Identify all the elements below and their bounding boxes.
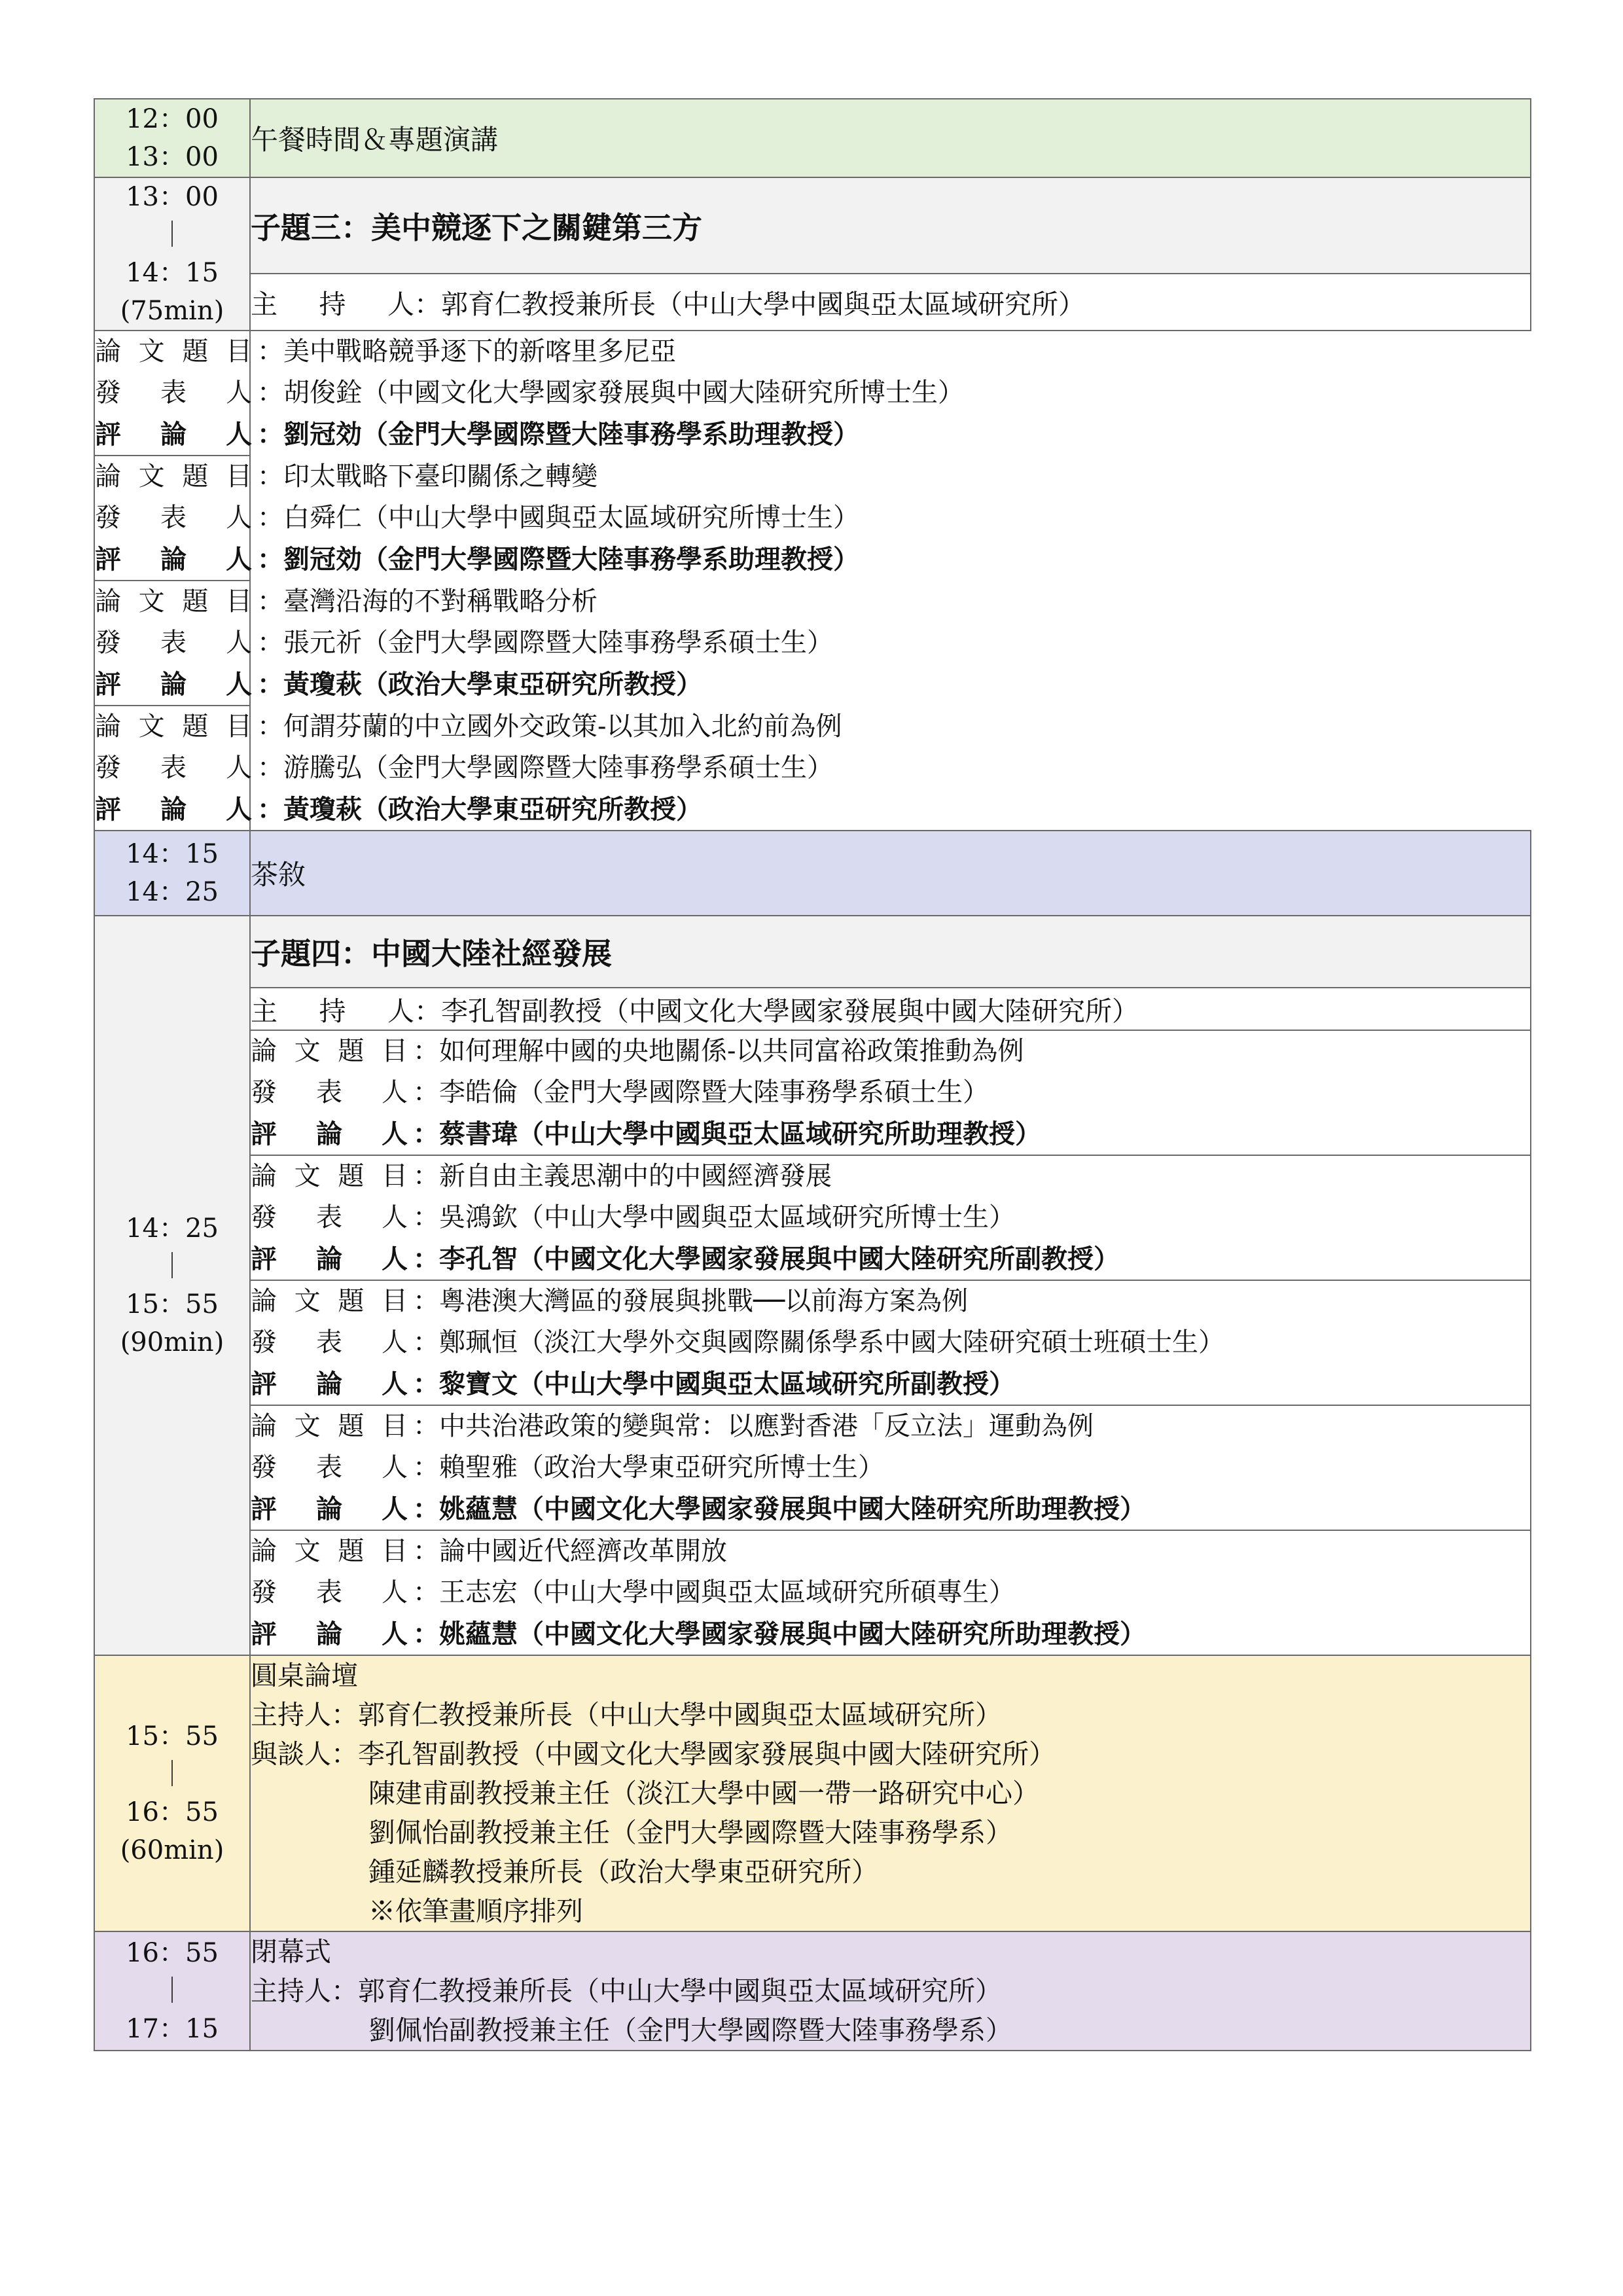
presenter-line xyxy=(251,1447,1530,1488)
presenter: ：王志宏（中山大學中國與亞太區域研究所碩專生） xyxy=(413,1577,1015,1607)
roundtable-panelist: 陳建甫副教授兼主任（淡江大學中國一帶一路研究中心） xyxy=(368,1778,1039,1809)
discussant: ：劉冠効（金門大學國際暨大陸事務學系助理教授） xyxy=(257,419,859,450)
time-start: 15：55 xyxy=(126,1721,219,1751)
presenter-line xyxy=(95,372,964,414)
host-name: 李孔智副教授（中國文化大學國家發展與中國大陸研究所） xyxy=(441,996,1139,1027)
session3-host-row xyxy=(94,274,1531,331)
roundtable-title: 圓桌論壇 xyxy=(251,1660,358,1691)
paper-title: ：粵港澳大灣區的發展與挑戰──以前海方案為例 xyxy=(413,1286,969,1316)
presenter-label: 發表人 xyxy=(251,1077,408,1107)
duration: (90min) xyxy=(120,1327,224,1357)
discussant-line xyxy=(251,1238,1530,1280)
paper-title: ：論中國近代經濟改革開放 xyxy=(413,1536,727,1566)
discussant-label: 評論人 xyxy=(251,1119,408,1149)
discussant-label: 評論人 xyxy=(251,1369,408,1399)
paper-cell xyxy=(250,1155,1531,1280)
presenter-label: 發表人 xyxy=(95,503,252,533)
paper-cell xyxy=(250,1405,1531,1530)
time-start: 13：00 xyxy=(126,182,219,212)
discussant: ：黃瓊萩（政治大學東亞研究所教授） xyxy=(257,794,702,825)
lunch-title: 午餐時間＆專題演講 xyxy=(250,99,1531,177)
session3-time xyxy=(94,177,250,331)
tea-title: 茶敘 xyxy=(250,831,1531,916)
time-start: 16：55 xyxy=(126,1938,219,1968)
paper-title-line xyxy=(251,1531,1530,1572)
paper-title: ：中共治港政策的變與常：以應對香港「反立法」運動為例 xyxy=(413,1411,1094,1441)
paper-row xyxy=(94,456,1531,581)
presenter-line xyxy=(95,497,859,539)
presenter-line xyxy=(251,1197,1530,1238)
paper-title: ：何謂芬蘭的中立國外交政策-以其加入北約前為例 xyxy=(257,711,842,742)
discussant-label: 評論人 xyxy=(95,544,252,575)
paper-title: ：印太戰略下臺印關係之轉變 xyxy=(257,461,597,492)
discussant: ：姚蘊慧（中國文化大學國家發展與中國大陸研究所助理教授） xyxy=(413,1494,1146,1524)
host-label: 主 持 人 xyxy=(251,996,414,1027)
closing-time xyxy=(94,1931,250,2051)
paper-row xyxy=(94,1030,1531,1155)
duration: (75min) xyxy=(120,296,224,326)
presenter: ：李皓倫（金門大學國際暨大陸事務學系碩士生） xyxy=(413,1077,989,1107)
closing-host: 主持人：郭育仁教授兼所長（中山大學中國與亞太區域研究所） xyxy=(251,1975,1002,2007)
discussant: ：黃瓊萩（政治大學東亞研究所教授） xyxy=(257,669,702,700)
paper-title: ：臺灣沿海的不對稱戰略分析 xyxy=(257,586,597,617)
presenter: ：張元祈（金門大學國際暨大陸事務學系碩士生） xyxy=(257,628,833,658)
paper-cell xyxy=(94,456,859,581)
time-end: 13：00 xyxy=(126,142,219,172)
session4-heading: 子題四：中國大陸社經發展 xyxy=(250,916,1531,988)
paper-title-line xyxy=(251,1031,1530,1072)
time-start: 14：25 xyxy=(126,1213,219,1244)
host-name: 郭育仁教授兼所長（中山大學中國與亞太區域研究所） xyxy=(441,289,1085,321)
roundtable-host: 主持人：郭育仁教授兼所長（中山大學中國與亞太區域研究所） xyxy=(251,1699,1002,1731)
paper-title: ：如何理解中國的央地關係-以共同富裕政策推動為例 xyxy=(413,1036,1024,1066)
roundtable-time xyxy=(94,1655,250,1931)
presenter-line xyxy=(95,622,833,664)
paper-cell xyxy=(94,331,964,456)
roundtable-panelist: 與談人：李孔智副教授（中國文化大學國家發展與中國大陸研究所） xyxy=(251,1738,1056,1770)
presenter-line xyxy=(251,1072,1530,1113)
paper-cell xyxy=(250,1530,1531,1655)
presenter-label: 發表人 xyxy=(251,1202,408,1232)
host-colon: ： xyxy=(414,289,441,321)
time-separator: ｜ xyxy=(159,1251,185,1282)
discussant-label: 評論人 xyxy=(251,1619,408,1649)
discussant-label: 評論人 xyxy=(95,794,252,825)
time-separator: ｜ xyxy=(159,1759,185,1789)
presenter-label: 發表人 xyxy=(95,378,252,408)
title-label: 論文題目 xyxy=(251,1411,408,1441)
time-end: 17：15 xyxy=(126,2014,219,2044)
presenter: ：賴聖雅（政治大學東亞研究所博士生） xyxy=(413,1452,884,1482)
discussant: ：黎寶文（中山大學中國與亞太區域研究所副教授） xyxy=(413,1369,1015,1399)
discussant-line xyxy=(95,414,859,455)
paper-title-line xyxy=(251,1281,1530,1322)
discussant-line xyxy=(251,1613,1530,1655)
paper-row xyxy=(94,1405,1531,1530)
time-end: 16：55 xyxy=(126,1797,219,1827)
paper-row xyxy=(94,331,1531,456)
time-start: 14：15 xyxy=(126,839,219,869)
discussant-label: 評論人 xyxy=(95,419,252,450)
discussant-label: 評論人 xyxy=(251,1494,408,1524)
paper-title-line xyxy=(251,1406,1530,1447)
paper-row xyxy=(94,581,1531,706)
discussant: ：李孔智（中國文化大學國家發展與中國大陸研究所副教授） xyxy=(413,1244,1120,1274)
paper-title-line xyxy=(95,331,676,372)
discussant-line xyxy=(251,1363,1530,1405)
title-label: 論文題目 xyxy=(95,586,252,617)
paper-row xyxy=(94,1155,1531,1280)
presenter-line xyxy=(251,1572,1530,1613)
presenter-line xyxy=(95,747,833,789)
session3-heading: 子題三：美中競逐下之關鍵第三方 xyxy=(250,177,1531,274)
presenter: ：鄭珮恒（淡江大學外交與國際關係學系中國大陸研究碩士班碩士生） xyxy=(413,1327,1224,1357)
time-separator: ｜ xyxy=(159,1976,185,2006)
presenter-line xyxy=(251,1322,1530,1363)
session4-time xyxy=(94,916,250,1655)
discussant-line xyxy=(251,1113,1530,1155)
title-label: 論文題目 xyxy=(251,1036,408,1066)
paper-row xyxy=(94,1530,1531,1655)
presenter-label: 發表人 xyxy=(95,753,252,783)
presenter-label: 發表人 xyxy=(251,1327,408,1357)
discussant-label: 評論人 xyxy=(251,1244,408,1274)
paper-title: ：新自由主義思潮中的中國經濟發展 xyxy=(413,1161,832,1191)
paper-row xyxy=(94,706,1531,831)
title-label: 論文題目 xyxy=(95,336,252,367)
duration: (60min) xyxy=(120,1835,224,1865)
roundtable-note: ※依筆畫順序排列 xyxy=(368,1895,583,1927)
host-label: 主 持 人 xyxy=(251,289,414,321)
discussant-line xyxy=(95,664,702,705)
tea-row xyxy=(94,831,1531,916)
paper-cell xyxy=(250,1030,1531,1155)
schedule-table xyxy=(94,98,1531,2051)
closing-details xyxy=(250,1931,1531,2051)
closing-cohost: 劉佩怡副教授兼主任（金門大學國際暨大陸事務學系） xyxy=(368,2015,1012,2046)
roundtable-panelist: 劉佩怡副教授兼主任（金門大學國際暨大陸事務學系） xyxy=(368,1817,1012,1848)
paper-row xyxy=(94,1280,1531,1405)
time-separator: ｜ xyxy=(159,220,185,250)
roundtable-row xyxy=(94,1655,1531,1931)
presenter-label: 發表人 xyxy=(251,1577,408,1607)
presenter: ：游騰弘（金門大學國際暨大陸事務學系碩士生） xyxy=(257,753,833,783)
discussant-line xyxy=(95,539,859,580)
paper-title-line xyxy=(95,581,597,622)
lunch-row xyxy=(94,99,1531,177)
title-label: 論文題目 xyxy=(251,1286,408,1316)
session3-host xyxy=(250,274,1531,331)
title-label: 論文題目 xyxy=(95,461,252,492)
time-end: 14：25 xyxy=(126,877,219,907)
paper-title-line xyxy=(251,1156,1530,1197)
time-start: 12：00 xyxy=(126,104,219,134)
title-label: 論文題目 xyxy=(251,1161,408,1191)
tea-time xyxy=(94,831,250,916)
discussant: ：劉冠効（金門大學國際暨大陸事務學系助理教授） xyxy=(257,544,859,575)
session4-heading-row xyxy=(94,916,1531,988)
time-end: 15：55 xyxy=(126,1289,219,1319)
session4-host-row xyxy=(94,988,1531,1030)
roundtable-panelist: 鍾延麟教授兼所長（政治大學東亞研究所） xyxy=(368,1856,878,1888)
paper-title: ：美中戰略競爭逐下的新喀里多尼亞 xyxy=(257,336,676,367)
closing-title: 閉幕式 xyxy=(251,1936,331,1967)
presenter: ：白舜仁（中山大學中國與亞太區域研究所博士生） xyxy=(257,503,859,533)
host-colon: ： xyxy=(414,996,441,1027)
closing-row xyxy=(94,1931,1531,2051)
discussant: ：蔡書瑋（中山大學中國與亞太區域研究所助理教授） xyxy=(413,1119,1041,1149)
presenter: ：吳鴻欽（中山大學中國與亞太區域研究所博士生） xyxy=(413,1202,1015,1232)
roundtable-details xyxy=(250,1655,1531,1931)
paper-cell xyxy=(94,581,833,706)
presenter-label: 發表人 xyxy=(95,628,252,658)
title-label: 論文題目 xyxy=(95,711,252,742)
lunch-time xyxy=(94,99,250,177)
paper-title-line xyxy=(95,456,597,497)
presenter: ：胡俊銓（中國文化大學國家發展與中國大陸研究所博士生） xyxy=(257,378,964,408)
discussant-line xyxy=(251,1488,1530,1530)
discussant-label: 評論人 xyxy=(95,669,252,700)
presenter-label: 發表人 xyxy=(251,1452,408,1482)
paper-cell xyxy=(250,1280,1531,1405)
time-end: 14：15 xyxy=(126,258,219,288)
paper-title-line xyxy=(95,706,842,747)
session3-heading-row xyxy=(94,177,1531,274)
discussant-line xyxy=(95,789,702,830)
paper-cell xyxy=(94,706,842,831)
title-label: 論文題目 xyxy=(251,1536,408,1566)
discussant: ：姚蘊慧（中國文化大學國家發展與中國大陸研究所助理教授） xyxy=(413,1619,1146,1649)
session4-host xyxy=(250,988,1531,1030)
